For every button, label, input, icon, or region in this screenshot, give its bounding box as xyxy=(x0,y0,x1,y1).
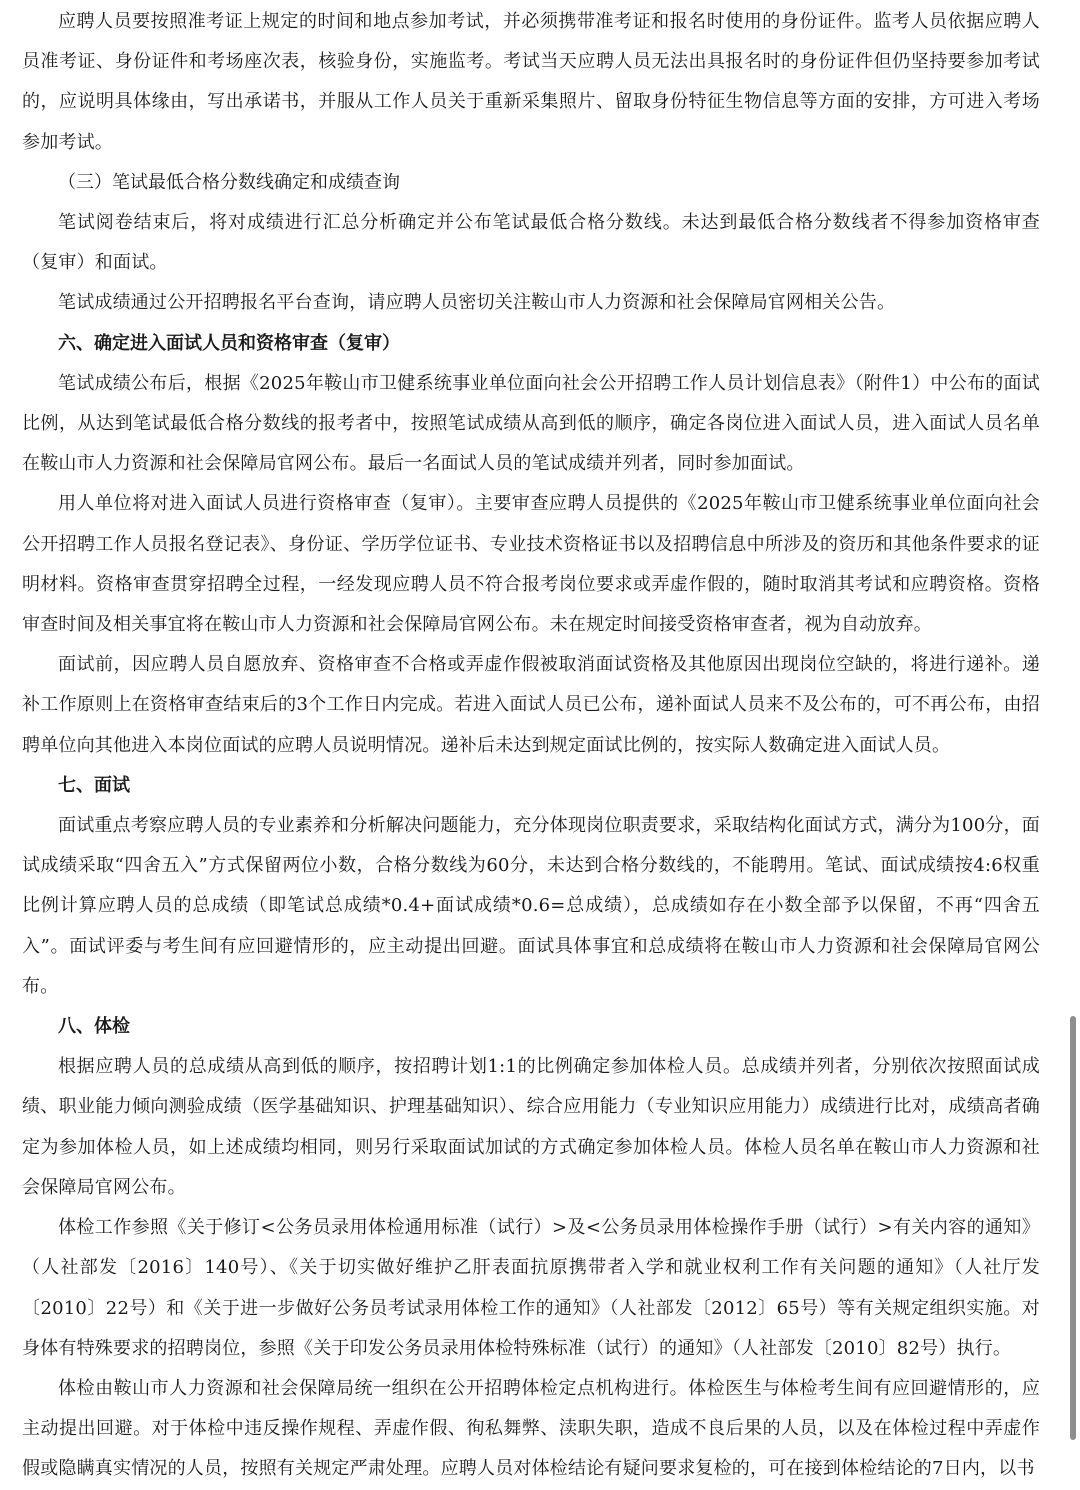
vertical-scrollbar[interactable] xyxy=(1070,1016,1076,1440)
paragraph-interview-list: 笔试成绩公布后，根据《2025年鞍山市卫健系统事业单位面向社会公开招聘工作人员计划信息表》（附件1）中公布的面试比例，从达到笔试最低合格分数线的报考者中，按照笔试成绩从高到低的顺序，确定各岗位进入面试人员，进入面试人员名单在鞍山市人力资源和社会保障局官网公布。最后一名面试人员的笔试成绩并列者，同时参加面试。 xyxy=(22,372,1040,475)
heading-section-eight: 八、体检 xyxy=(58,1016,130,1038)
subheading-written-score: （三）笔试最低合格分数线确定和成绩查询 xyxy=(58,171,400,193)
paragraph-vacancy-fill: 面试前，因应聘人员自愿放弃、资格审查不合格或弄虚作假被取消面试资格及其他原因出现岗位空缺的，将进行递补。递补工作原则上在资格审查结束后的3个工作日内完成。若进入面试人员已公布，递补面试人员来不及公布的，可不再公布，由招聘单位向其他进入本岗位面试的应聘人员说明情况。递补后未达到规定面试比例的，按实际人数确定进入面试人员。 xyxy=(22,654,1040,756)
paragraph-exam-selection: 根据应聘人员的总成绩从高到低的顺序，按招聘计划1:1的比例确定参加体检人员。总成绩并列者，分别依次按照面试成绩、职业能力倾向测验成绩（医学基础知识、护理基础知识）、综合应用能力（专业知识应用能力）成绩进行比对，成绩高者确定为参加体检人员，如上述成绩均相同，则另行采取面试加试的方式确定参加体检人员。体检人员名单在鞍山市人力资源和社会保障局官网公布。 xyxy=(22,1056,1040,1198)
paragraph-exam-identity: 应聘人员要按照准考证上规定的时间和地点参加考试，并必须携带准考证和报名时使用的身份证件。监考人员依据应聘人员准考证、身份证件和考场座次表，核验身份，实施监考。考试当天应聘人员无法出具报名时的身份证件但仍坚持要参加考试的，应说明具体缘由，写出承诺书，并服从工作人员关于重新采集照片、留取身份特征生物信息等方面的安排，方可进入考场参加考试。 xyxy=(22,11,1040,153)
document-body xyxy=(22,2,1040,1490)
paragraph-interview-rules: 面试重点考察应聘人员的专业素养和分析解决问题能力，充分体现岗位职责要求，采取结构化面试方式，满分为100分，面试成绩采取“四舍五入”方式保留两位小数，合格分数线为60分，未达到合格分数线的，不能聘用。笔试、面试成绩按4:6权重比例计算应聘人员的总成绩（即笔试总成绩*0.4+面试成绩*0.6=总成绩），总成绩如存在小数全部予以保留，不再“四舍五入”。面试评委与考生间有应回避情形的，应主动提出回避。面试具体事宜和总成绩将在鞍山市人力资源和社会保障局官网公布。 xyxy=(22,815,1040,997)
paragraph-passing-line: 笔试阅卷结束后，将对成绩进行汇总分析确定并公布笔试最低合格分数线。未达到最低合格分数线者不得参加资格审查（复审）和面试。 xyxy=(22,212,1040,274)
paragraph-qualification-review: 用人单位将对进入面试人员进行资格审查（复审）。主要审查应聘人员提供的《2025年鞍山市卫健系统事业单位面向社会公开招聘工作人员报名登记表》、身份证、学历学位证书、专业技术资格证书以及招聘信息中所涉及的资历和其他条件要求的证明材料。资格审查贯穿招聘全过程，一经发现应聘人员不符合报考岗位要求或弄虚作假的，随时取消其考试和应聘资格。资格审查时间及相关事宜将在鞍山市人力资源和社会保障局官网公布。未在规定时间接受资格审查者，视为自动放弃。 xyxy=(22,493,1040,636)
heading-section-six: 六、确定进入面试人员和资格审查（复审） xyxy=(58,332,400,354)
heading-section-seven: 七、面试 xyxy=(58,774,130,796)
paragraph-score-query: 笔试成绩通过公开招聘报名平台查询，请应聘人员密切关注鞍山市人力资源和社会保障局官网相关公告。 xyxy=(58,292,896,314)
paragraph-exam-organization: 体检由鞍山市人力资源和社会保障局统一组织在公开招聘体检定点机构进行。体检医生与体检考生间有应回避情形的，应主动提出回避。对于体检中违反操作规程、弄虚作假、徇私舞弊、渎职失职，造成不良后果的人员，以及在体检过程中弄虚作假或隐瞒真实情况的人员，按照有关规定严肃处理。应聘人员对体检结论有疑问要求复检的，可在接到体检结论的7日内，以书 xyxy=(22,1377,1040,1480)
paragraph-exam-standards: 体检工作参照《关于修订<公务员录用体检通用标准（试行）>及<公务员录用体检操作手册（试行）>有关内容的通知》（人社部发〔2016〕140号）、《关于切实做好维护乙肝表面抗原携带者入学和就业权利工作有关问题的通知》（人社厅发〔2010〕22号）和《关于进一步做好公务员考试录用体检工作的通知》（人社部发〔2012〕65号）等有关规定组织实施。对身体有特殊要求的招聘岗位，参照《关于印发公务员录用体检特殊标准（试行）的通知》（人社部发〔2010〕82号）执行。 xyxy=(22,1217,1040,1359)
